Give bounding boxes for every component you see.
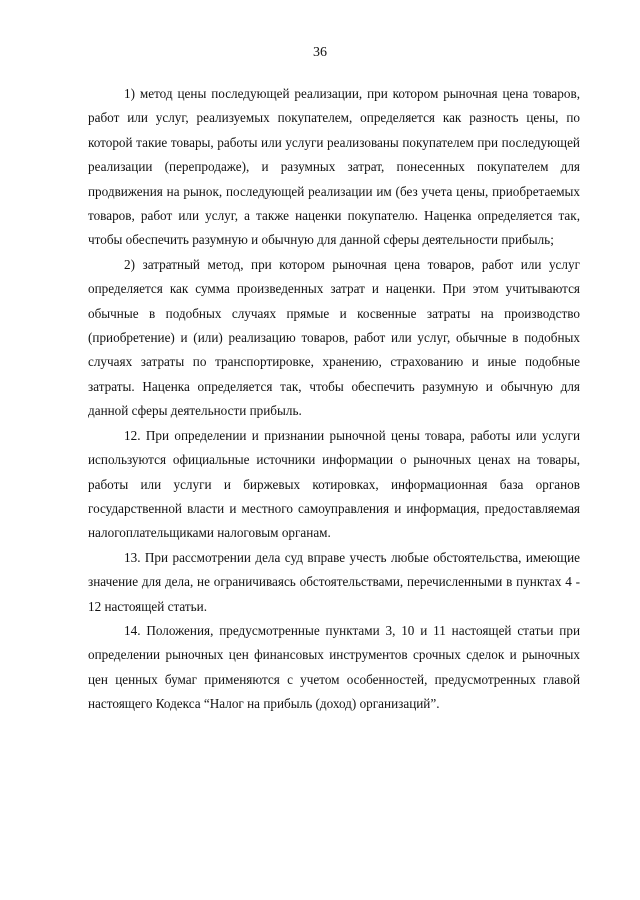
paragraph-resale-price-method: 1) метод цены последующей реализации, при котором рыночная цена товаров, работ или услуг, реализуемых покупателем, определяется как разность цены, по которой такие товары, работы или услуги реализованы покупателем при последующей реализации (перепродаже), и разумных затрат, понесенных покупателем для продвижения на рынок, последующей реализации им (без учета цены, приобретаемых товаров, работ или услуг, а также наценки покупателю. Наценка определяется так, чтобы обеспечить разумную и обычную для данной сферы деятельности прибыль; xyxy=(88,86,580,248)
paragraph-14-financial-instruments: 14. Положения, предусмотренные пунктами 3, 10 и 11 настоящей статьи при определении рыночных цен финансовых инструментов срочных сделок и рыночных цен ценных бумаг применяются с учетом особенностей, предусмотренных главой настоящего Кодекса “Налог на прибыль (доход) организаций”. xyxy=(88,622,580,712)
paragraph-12-information-sources: 12. При определении и признании рыночной цены товара, работы или услуги используются официальные источники информации о рыночных ценах на товары, работы или услуги и биржевых котировках, информационная база органов государственной власти и местного самоуправления и информация, предоставляемая налогоплательщиками налоговым органам. xyxy=(88,427,580,541)
body-text xyxy=(88,82,580,717)
paragraph-13-court-circumstances: 13. При рассмотрении дела суд вправе учесть любые обстоятельства, имеющие значение для дела, не ограничиваясь обстоятельствами, перечисленными в пунктах 4 - 12 настоящей статьи. xyxy=(88,549,580,614)
paragraph-cost-method: 2) затратный метод, при котором рыночная цена товаров, работ или услуг определяется как сумма произведенных затрат и наценки. При этом учитываются обычные в подобных случаях прямые и косвенные затраты на производство (приобретение) и (или) реализацию товаров, работ или услуг, обычные в подобных случаях затраты по транспортировке, хранению, страхованию и иные подобные затраты. Наценка определяется так, чтобы обеспечить разумную и обычную для данной сферы деятельности прибыль. xyxy=(88,256,580,419)
page-number: 36 xyxy=(313,45,327,60)
